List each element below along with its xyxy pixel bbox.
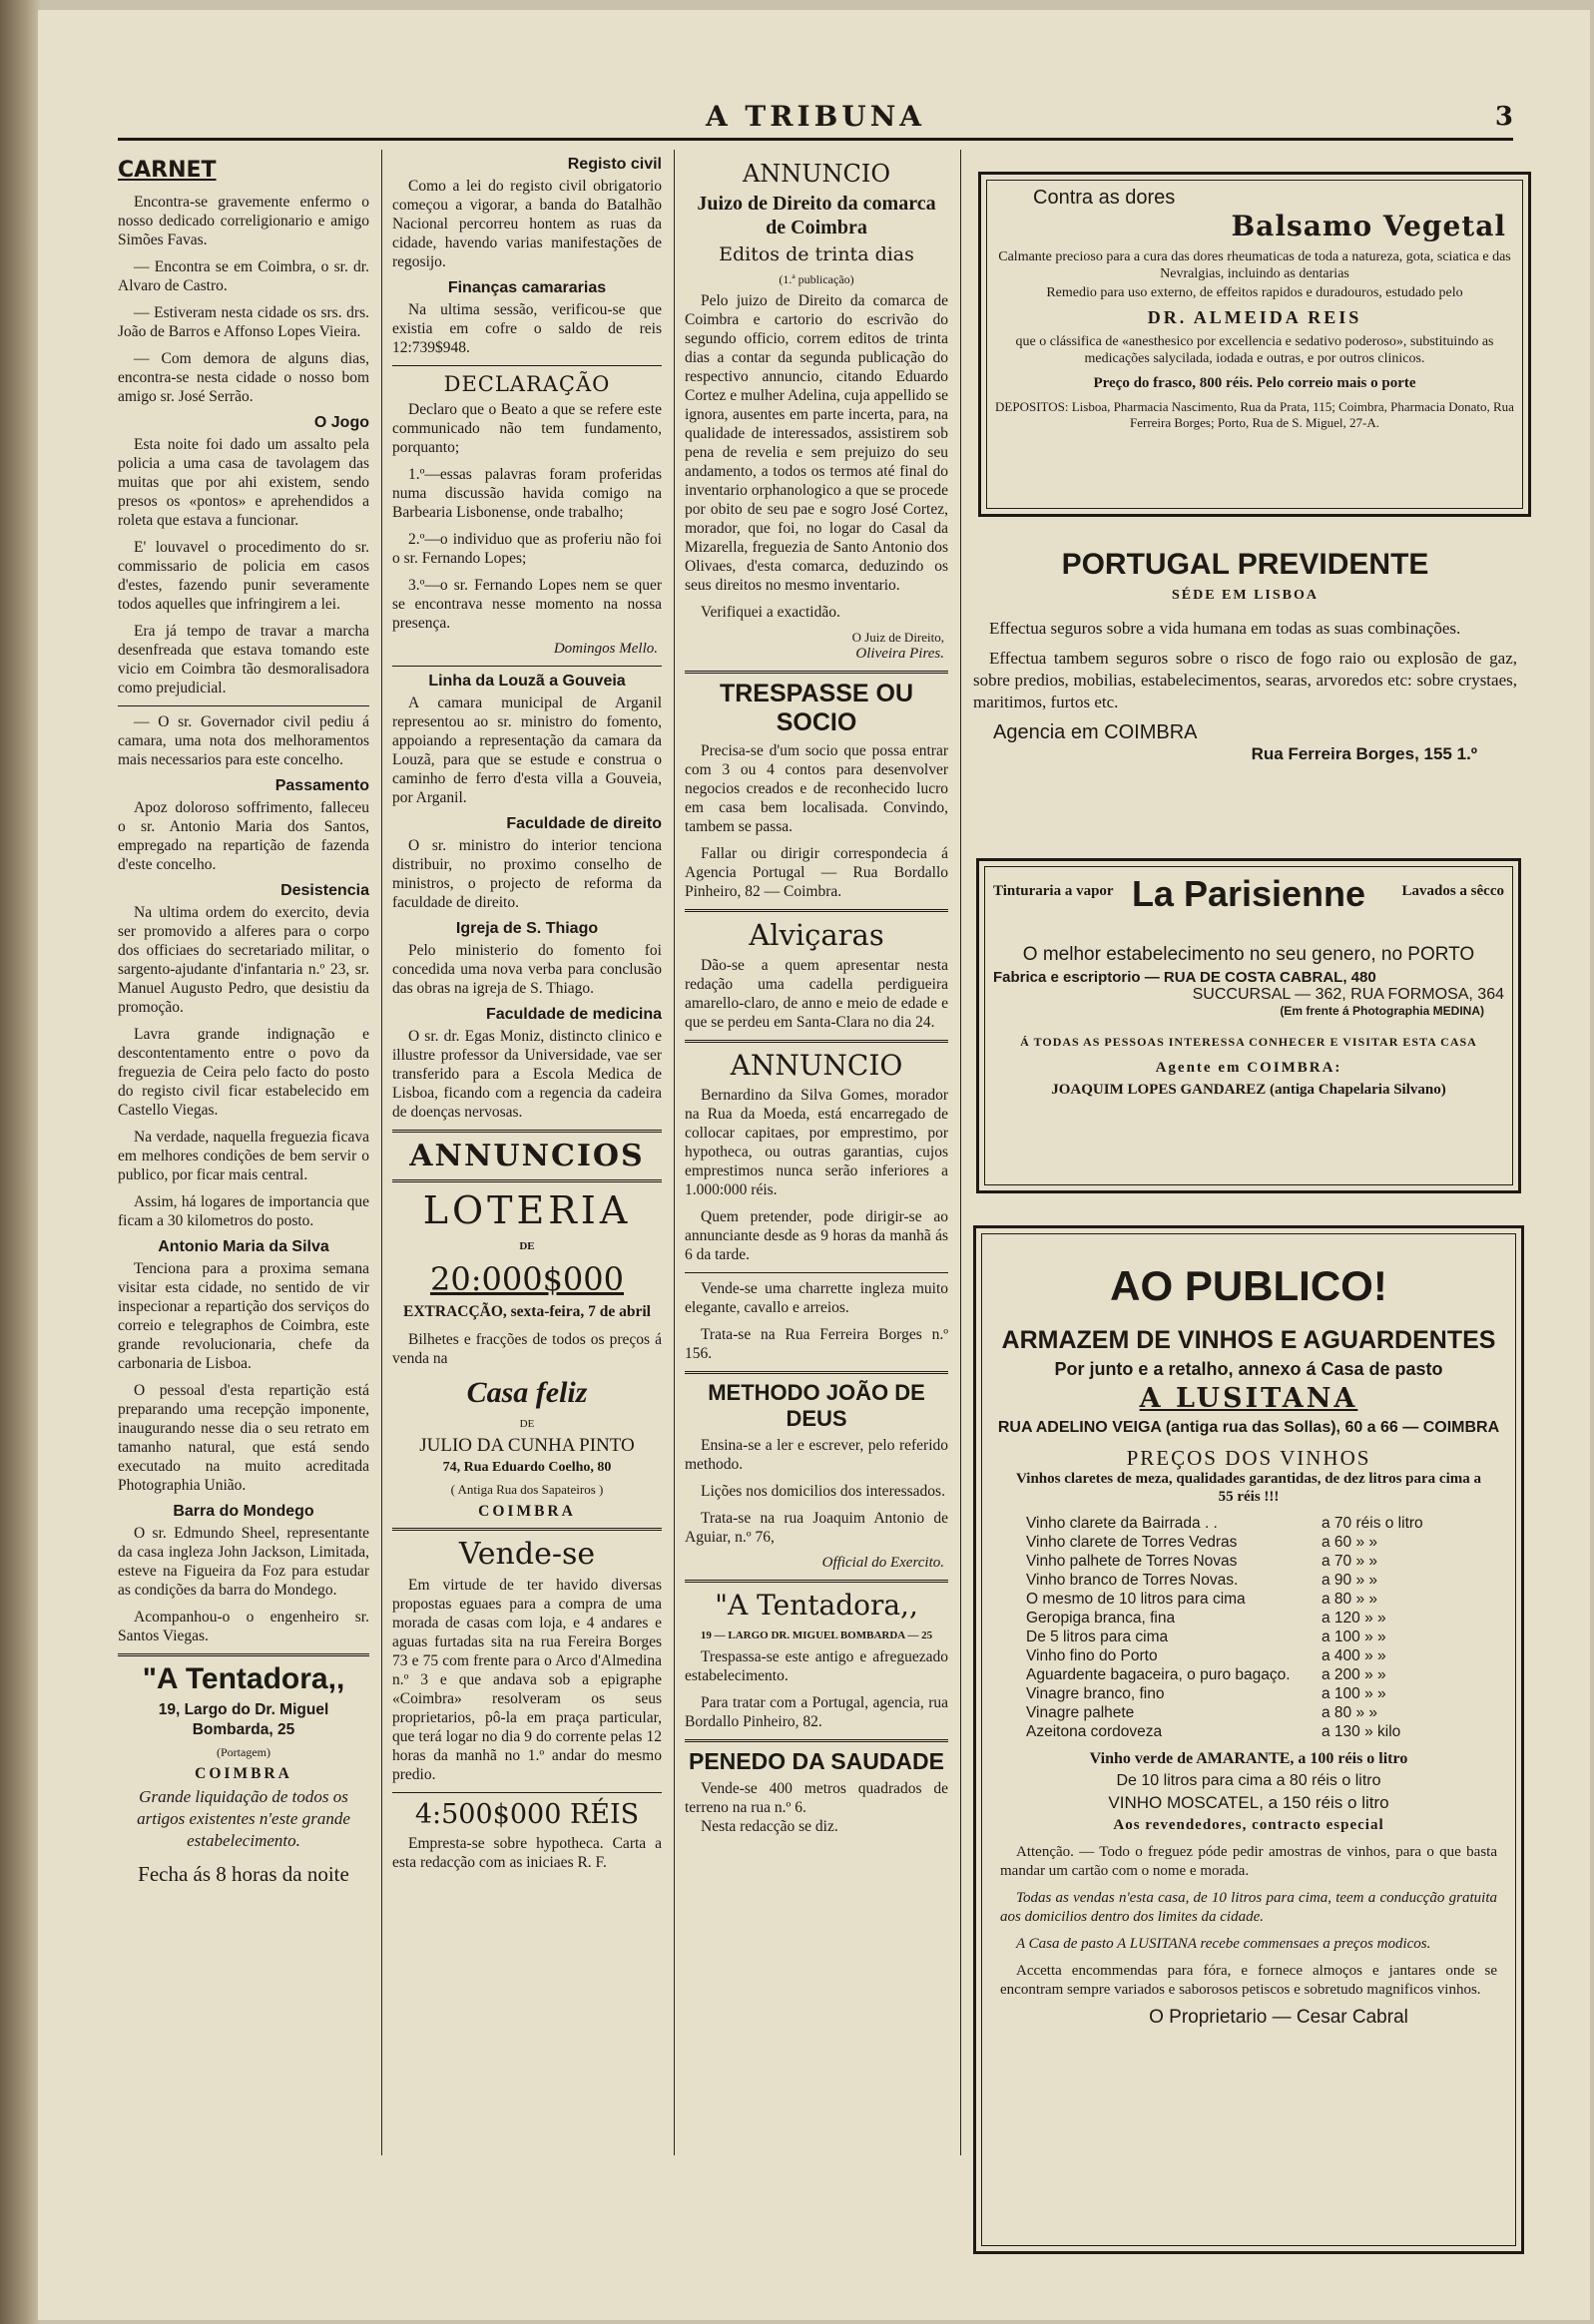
casa-feliz-title: Casa feliz: [466, 1376, 588, 1409]
column-divider: [960, 150, 961, 2155]
wine-price: a 120 » »: [1322, 1610, 1386, 1627]
loteria-bilhetes: Bilhetes e fracções de todos os preços á venda na: [392, 1331, 662, 1367]
metodo-paragraph: Ensina-se a ler e escrever, pelo referido methodo.: [685, 1437, 948, 1473]
juizo-heading: Juizo de Direito da comarca de Coimbra: [697, 193, 936, 238]
previdente-paragraph: Effectua tambem seguros sobre o risco de fogo raio ou explosão de gaz, sobre predios, mobilias, estabelecimentos, searas, arvoredos etc: sobre crystaes, maritimos, furtos etc.: [973, 649, 1517, 711]
alvicaras-paragraph: Dão-se a quem apresentar nesta redação uma cadella perdigueira amarello-claro, de anno e meio de edade e que se perdeu em Santa-Clara no dia 24.: [685, 957, 948, 1031]
metodo-signature: Official do Exercito.: [821, 1555, 944, 1571]
publico-verde: Vinho verde de AMARANTE, a 100 réis o litro: [1089, 1750, 1408, 1767]
balsamo-ad: [978, 172, 1531, 517]
wine-price: a 70 » »: [1322, 1553, 1378, 1570]
tentadora-ad-name: "A Tentadora,,: [142, 1662, 345, 1695]
balsamo-doctor: DR. ALMEIDA REIS: [1147, 307, 1362, 327]
penedo-paragraph: Nesta redacção se diz.: [701, 1818, 838, 1835]
wine-price: a 100 » »: [1322, 1685, 1386, 1702]
direito-paragraph: O sr. ministro do interior tenciona distribuir, no proximo conselho de ministros, o projecto de reforma da faculdade de direito.: [392, 837, 662, 911]
passamento-heading: Passamento: [274, 777, 369, 794]
wine-name: Vinho branco de Torres Novas.: [1026, 1572, 1239, 1589]
desistencia-heading: Desistencia: [280, 882, 369, 899]
penedo-paragraph: Vende-se 400 metros quadrados de terreno na rua n.º 6.: [685, 1780, 948, 1816]
parisienne-best: O melhor estabelecimento no seu genero, no PORTO: [1022, 944, 1475, 965]
annuncio2-paragraph: Bernardino da Silva Gomes, morador na Rua da Moeda, está encarregado de collocar capitaes, por emprestimo, por hypotheca, ou outras garantias, cujos emprestimos nunca serão inferiores a 1.000:000 réis.: [685, 1087, 948, 1198]
wine-row: [986, 1703, 1511, 1722]
juiz-name: Oliveira Pires.: [855, 646, 944, 662]
desistencia-paragraph: Na ultima ordem do exercito, devia ser promovido a alferes para o corpo dos officiaes do secretariado militar, o sargento-ajudante d'infantaria n.º 23, sr. Manuel Augusto Pedro, que desistiu da promoção.: [118, 904, 369, 1016]
jogo-paragraph: Era já tempo de travar a marcha desenfreada que estava tomando este vicio em Coimbra tão desmoralisadora como prejudicial.: [118, 623, 369, 697]
thiago-heading: Igreja de S. Thiago: [455, 920, 599, 937]
previdente-sede: SÉDE EM LISBOA: [1171, 588, 1320, 603]
parisienne-agente: Agente em COIMBRA:: [1155, 1060, 1342, 1076]
declaracao-paragraph: Declaro que o Beato a que se refere este communicado não tem fundamento, porquanto;: [392, 401, 662, 456]
carnet-item: — Encontra se em Coimbra, o sr. dr. Alvaro de Castro.: [118, 258, 369, 294]
wine-name: Vinho fino do Porto: [1026, 1647, 1158, 1664]
parisienne-ad: [976, 858, 1521, 1193]
loteria-extraccao: EXTRACÇÃO, sexta-feira, 7 de abril: [403, 1303, 651, 1320]
balsamo-line3: que o clássifica de «anesthesico por excellencia e sedativo poderoso», substituindo as medicações salycilada, iodada e outras, e por outros clinicos.: [1015, 334, 1494, 366]
masthead-title: A TRIBUNA: [705, 100, 926, 133]
annuncio-paragraph: Pelo juizo de Direito da comarca de Coimbra e cartorio do escrivão do segundo officio, correm editos de trinta dias a contar da segunda publicação do respectivo annuncio, citando Eduardo Cortez e mulher Adelina, cuja appellido se ignora, ausentes em parte incerta, para, na qualidade de interessados, assistirem sob pena de revelia e sem prejuizo do seu andamento, a todos os termos até final do inventario orphanologico a que se procede por obito de seu pae e sogro José Cortez, morador, que foi, no logar do Casal da Mizarella, freguezia de Santo Antonio dos Olivaes, d'esta comarca, deduzindo os seus direitos no mesmo inventario.: [685, 292, 948, 594]
balsamo-price: Preço do frasco, 800 réis. Pelo correio mais o porte: [1093, 375, 1416, 391]
casa-city: COIMBRA: [478, 1503, 576, 1520]
metodo-heading: METHODO JOÃO DE DEUS: [708, 1380, 925, 1431]
balsamo-line2: Remedio para uso externo, de effeitos rapidos e duradouros, estudado pelo: [1046, 285, 1463, 300]
declaracao-paragraph: 3.º—o sr. Fernando Lopes nem se quer se encontrava nesse momento na nossa presença.: [392, 577, 662, 632]
charrette-paragraph: Vende-se uma charrette ingleza muito elegante, cavallo e arreios.: [685, 1280, 948, 1316]
vende-paragraph: Em virtude de ter havido diversas propostas eguaes para a compra de uma morada de casas com loja, e 4 andares e aguas furtadas sita na rua Fereira Borges 73 e 75 com frente para o Arco d'Almedina n.º 3 e que andava sob a epigraphe «Coimbra» resolveram os seus proprietarios, pô-la em praça particular, que terá logar no dia 9 do corrente pelas 12 horas da manhã no 1.º andar do mesmo predio.: [392, 1577, 662, 1783]
publico-verde2: De 10 litros para cima a 80 réis o litro: [1116, 1772, 1381, 1789]
wine-name: Vinho palhete de Torres Novas: [1026, 1553, 1238, 1570]
wine-price: a 400 » »: [1322, 1647, 1386, 1664]
previdente-paragraph: Effectua seguros sobre a vida humana em todas as suas combinações.: [989, 619, 1461, 638]
mondego-paragraph: Acompanhou-o o engenheiro sr. Santos Viegas.: [118, 1609, 369, 1644]
wine-price: a 60 » »: [1322, 1534, 1378, 1551]
wine-row: [986, 1609, 1511, 1627]
metodo-paragraph: Trata-se na rua Joaquim Antonio de Aguiar, n.º 76,: [685, 1510, 948, 1546]
mondego-heading: Barra do Mondego: [173, 1503, 314, 1520]
publico-ad: [973, 1225, 1524, 2254]
publico-lusitana: A LUSITANA: [1139, 1383, 1358, 1414]
divider: [392, 365, 662, 366]
publico-moscatel: VINHO MOSCATEL, a 150 réis o litro: [1108, 1793, 1389, 1812]
tentadora-paragraph: Trespassa-se este antigo e afreguezado estabelecimento.: [685, 1648, 948, 1684]
casa-de: DE: [519, 1418, 535, 1430]
passamento-paragraph: Apoz doloroso soffrimento, falleceu o sr. Antonio Maria dos Santos, empregado na repartição de fazenda d'este concelho.: [118, 799, 369, 873]
direito-heading: Faculdade de direito: [506, 815, 662, 832]
balsamo-depositos: DEPOSITOS: Lisboa, Pharmacia Nascimento, Rua da Prata, 115; Coimbra, Pharmacia Donato, Rua Ferreira Borges; Porto, Rua de S. Miguel, 27-A.: [995, 399, 1514, 430]
annuncio2-heading: ANNUNCIO: [730, 1049, 903, 1082]
reis-heading: 4:500$000 RÉIS: [414, 1799, 640, 1830]
wine-row: [986, 1684, 1511, 1703]
divider: [392, 1792, 662, 1793]
declaracao-paragraph: 2.º—o individuo que as proferiu não foi o sr. Fernando Lopes;: [392, 531, 662, 567]
balsamo-top: Contra as dores: [1033, 187, 1176, 209]
medicina-heading: Faculdade de medicina: [485, 1006, 662, 1023]
wine-price: a 100 » »: [1322, 1628, 1386, 1645]
trespasse-paragraph: Fallar ou dirigir correspondecia á Agencia Portugal — Rua Bordallo Pinheiro, 82 — Coimbra.: [685, 845, 948, 900]
wine-price: a 130 » kilo: [1322, 1723, 1401, 1740]
declaracao-signature: Domingos Mello.: [553, 641, 658, 657]
carnet-title: CARNET: [118, 158, 217, 183]
wine-row: [986, 1665, 1511, 1684]
divider: [685, 1739, 948, 1742]
tentadora-ad-sub: (Portagem): [217, 1745, 270, 1759]
casa-owner: JULIO DA CUNHA PINTO: [419, 1435, 635, 1456]
registo-paragraph: Como a lei do registo civil obrigatorio começou a vigorar, a banda do Batalhão Nacional percorreu hontem as ruas da cidade, havendo varias manifestações de regosijo.: [392, 178, 662, 270]
balsamo-name: Balsamo Vegetal: [1231, 210, 1506, 242]
page-number: 3: [1494, 102, 1513, 132]
tentadora-paragraph: Para tratar com a Portugal, agencia, rua Bordallo Pinheiro, 82.: [685, 1694, 948, 1730]
loteria-prize: 20:000$000: [429, 1260, 624, 1298]
annuncio-heading: ANNUNCIO: [742, 160, 891, 188]
vende-heading: Vende-se: [458, 1537, 596, 1572]
tentadora-ad-liquidation: Grande liquidação de todos os artigos existentes n'este grande estabelecimento.: [137, 1787, 350, 1850]
wine-name: Vinho clarete de Torres Vedras: [1026, 1534, 1238, 1551]
previdente-ad: [973, 544, 1517, 764]
loteria-title: LOTERIA: [422, 1188, 632, 1232]
tentadora-name: "A Tentadora,,: [715, 1589, 918, 1622]
casa-address-old: ( Antiga Rua dos Sapateiros ): [450, 1482, 604, 1497]
penedo-heading: PENEDO DA SAUDADE: [688, 1748, 944, 1774]
desistencia-paragraph: Assim, há logares de importancia que ficam a 30 kilometros do posto.: [118, 1193, 369, 1229]
parisienne-left: Tinturaria a vapor: [993, 883, 1114, 899]
amsilva-paragraph: O pessoal d'esta repartição está preparando uma recepção imponente, inaugurando nesse dia o seu retrato em tamanho natural, que está sendo executado na muito acreditada Photographia União.: [118, 1382, 369, 1494]
wine-price: a 90 » »: [1322, 1572, 1378, 1589]
wine-name: Aguardente bagaceira, o puro bagaço.: [1026, 1666, 1291, 1683]
parisienne-agente-name: JOAQUIM LOPES GANDAREZ (antiga Chapelaria Silvano): [1051, 1082, 1446, 1098]
wine-row: [986, 1722, 1511, 1741]
parisienne-todas: Á TODAS AS PESSOAS INTERESSA CONHECER E VISITAR ESTA CASA: [1020, 1035, 1477, 1049]
publico-claretes: Vinhos claretes de meza, qualidades garantidas, de dez litros para cima a 55 réis !!!: [1016, 1471, 1481, 1505]
declaracao-heading: DECLARAÇÃO: [443, 372, 611, 396]
previdente-title: PORTUGAL PREVIDENTE: [1061, 548, 1429, 581]
parisienne-frente: (Em frente á Photographia MEDINA): [1280, 1004, 1484, 1018]
wine-row: [986, 1646, 1511, 1665]
financas-heading: Finanças camararias: [447, 279, 607, 296]
publico-precos: PREÇOS DOS VINHOS: [1126, 1446, 1371, 1470]
wine-list: [986, 1514, 1511, 1741]
divider: [392, 1179, 662, 1182]
editos-heading: Editos de trinta dias: [719, 243, 914, 265]
jogo-paragraph: E' louvavel o procedimento do sr. commissario de policia em casos d'estes, fazendo punir severamente todos aquelles que infringirem a lei.: [118, 539, 369, 613]
wine-row: [986, 1571, 1511, 1590]
page-spine: [0, 0, 42, 2324]
divider: [685, 1272, 948, 1273]
publico-junto: Por junto e a retalho, annexo á Casa de pasto: [1054, 1359, 1443, 1379]
divider: [392, 666, 662, 667]
tentadora-ad-hours: Fecha ás 8 horas da noite: [138, 1862, 349, 1886]
column-1: [118, 150, 369, 1886]
medicina-paragraph: O sr. dr. Egas Moniz, distincto clinico e illustre professor da Universidade, vae ser transferido para a Escola Medica de Lisboa, ficando com a regencia da cadeira de doenças nervosas.: [392, 1028, 662, 1121]
jogo-heading: O Jogo: [313, 414, 369, 431]
page-header: [118, 98, 1513, 134]
header-rule: [118, 138, 1513, 141]
annuncio2-paragraph: Quem pretender, pode dirigir-se ao annunciante desde as 9 horas da manhã ás 6 da tarde.: [685, 1208, 948, 1263]
divider: [392, 1528, 662, 1531]
verifiquei-line: Verifiquei a exactidão.: [701, 604, 840, 621]
divider: [392, 1130, 662, 1133]
registo-heading: Registo civil: [567, 156, 662, 173]
wine-row: [986, 1590, 1511, 1609]
tentadora-ad-city: COIMBRA: [195, 1765, 292, 1782]
divider: [685, 671, 948, 674]
tentadora-address: 19 — LARGO DR. MIGUEL BOMBARDA — 25: [700, 1629, 933, 1641]
previdente-agencia: Agencia em COIMBRA: [993, 721, 1198, 743]
column-3: [685, 150, 948, 1844]
parisienne-fabrica: Fabrica e escriptorio — RUA DE COSTA CABRAL, 480: [993, 969, 1376, 986]
carnet-item: Encontra-se gravemente enfermo o nosso dedicado correligionario e amigo Simões Favas.: [118, 194, 369, 248]
wine-row: [986, 1533, 1511, 1552]
publico-rua: RUA ADELINO VEIGA (antiga rua das Sollas), 60 a 66 — COIMBRA: [997, 1419, 1500, 1436]
jogo-paragraph: Esta noite foi dado um assalto pela policia a uma casa de tavolagem das muitas que por ahi existem, sendo presos os «pontos» e aprehendidos a roleta que estava a funcionar.: [118, 436, 369, 529]
wine-row: [986, 1552, 1511, 1571]
financas-paragraph: Na ultima sessão, verificou-se que existia em cofre o saldo de reis 12:739$948.: [392, 301, 662, 356]
parisienne-succursal: SUCCURSAL — 362, RUA FORMOSA, 364: [1192, 986, 1504, 1003]
alvicaras-heading: Alviçaras: [749, 918, 884, 952]
governador-paragraph: — O sr. Governador civil pediu á camara, uma nota dos melhoramentos mais necessarios para este concelho.: [118, 713, 369, 768]
mondego-paragraph: O sr. Edmundo Sheel, representante da casa ingleza John Jackson, Limitada, esteve na Figueira da Foz para estudar as condições da barra do Mondego.: [118, 1525, 369, 1599]
reis-paragraph: Empresta-se sobre hypotheca. Carta a esta redacção com as iniciaes R. F.: [392, 1835, 662, 1871]
wine-name: Vinagre palhete: [1026, 1704, 1135, 1721]
previdente-rua: Rua Ferreira Borges, 155 1.º: [1251, 744, 1477, 763]
publico-accetta: Accetta encommendas para fóra, e fornece almoços e jantares onde se encontram sempre variados e saborosos petiscos e sobretudo magnificos vinhos.: [1000, 1963, 1497, 1998]
column-divider: [674, 150, 675, 2155]
column-divider: [381, 150, 382, 2155]
publico-todas: Todas as vendas n'esta casa, de 10 litros para cima, teem a conducção gratuita aos domicilios dentro dos limites da cidade.: [1000, 1890, 1497, 1925]
metodo-paragraph: Lições nos domicilios dos interessados.: [701, 1483, 945, 1500]
trespasse-heading: TRESPASSE OU SOCIO: [719, 680, 914, 736]
wine-price: a 80 » »: [1322, 1704, 1378, 1721]
amsilva-heading: Antonio Maria da Silva: [158, 1238, 329, 1255]
divider: [118, 705, 369, 706]
publico-armazem: ARMAZEM DE VINHOS E AGUARDENTES: [1001, 1326, 1496, 1354]
wine-price: a 80 » »: [1322, 1591, 1378, 1608]
divider: [685, 909, 948, 912]
publico-proprietario: O Proprietario — Cesar Cabral: [1149, 2007, 1408, 2028]
wine-name: De 5 litros para cima: [1026, 1628, 1169, 1645]
juiz-label: O Juiz de Direito,: [851, 630, 944, 645]
divider: [685, 1580, 948, 1583]
carnet-item: — Estiveram nesta cidade os srs. drs. João de Barros e Affonso Lopes Vieira.: [118, 304, 369, 340]
thiago-paragraph: Pelo ministerio do fomento foi concedida uma nova verba para conclusão das obras na igreja de S. Thiago.: [392, 942, 662, 997]
wine-row: [986, 1514, 1511, 1533]
casa-address: 74, Rua Eduardo Coelho, 80: [442, 1460, 612, 1475]
amsilva-paragraph: Tenciona para a proxima semana visitar esta cidade, no sentido de vir inspecionar a repartição dos serviços do correio e telegraphos de Coimbra, este grande revolucionaria, chefe da carbonaria de Lisboa.: [118, 1260, 369, 1372]
loteria-de: DE: [519, 1240, 535, 1252]
publicacao-note: (1.ª publicação): [779, 272, 854, 286]
desistencia-paragraph: Lavra grande indignação e descontentamento entre o povo da freguezia de Ceira pelo facto do posto do registo civil ficar estabelecido em Castello Viegas.: [118, 1026, 369, 1119]
wine-name: Vinho clarete da Bairrada . .: [1026, 1515, 1218, 1532]
charrette-paragraph: Trata-se na Rua Ferreira Borges n.º 156.: [685, 1326, 948, 1362]
wine-name: Azeitona cordoveza: [1026, 1723, 1163, 1740]
louza-paragraph: A camara municipal de Arganil representou ao sr. ministro do fomento, appoiando a representação da camara da Louzã, para que se estude e construa o caminho de ferro d'esta villa a Gouveia, por Arganil.: [392, 695, 662, 806]
divider: [685, 1371, 948, 1374]
wine-name: Geropiga branca, fina: [1026, 1610, 1176, 1627]
divider: [118, 1653, 369, 1656]
wine-name: O mesmo de 10 litros para cima: [1026, 1591, 1246, 1608]
publico-attencao: Attenção. — Todo o freguez póde pedir amostras de vinhos, para o que basta mandar um cartão com o nome e morada.: [1000, 1844, 1497, 1879]
wine-name: Vinagre branco, fino: [1026, 1685, 1165, 1702]
louza-heading: Linha da Louzã a Gouveia: [428, 673, 626, 690]
annuncios-heading: ANNUNCIOS: [409, 1139, 645, 1173]
wine-price: a 200 » »: [1322, 1666, 1386, 1683]
publico-title: AO PUBLICO!: [1110, 1262, 1387, 1309]
publico-revendedores: Aos revendedores, contracto especial: [1113, 1817, 1384, 1833]
wine-price: a 70 réis o litro: [1322, 1515, 1423, 1532]
balsamo-line1: Calmante precioso para a cura das dores rheumaticas de toda a natureza, gota, sciatica e das Nevralgias, incluindo as dentarias: [998, 249, 1511, 281]
trespasse-paragraph: Precisa-se d'um socio que possa entrar com 3 ou 4 contos para desenvolver negocios creados e de reconhecido lucro em casa bem localisada. Convindo, tambem se passa.: [685, 742, 948, 835]
divider: [685, 1040, 948, 1043]
desistencia-paragraph: Na verdade, naquella freguezia ficava em melhores condições de bem servir o publico, por ficar mais central.: [118, 1129, 369, 1183]
declaracao-paragraph: 1.º—essas palavras foram proferidas numa discussão havida comigo na Barbearia Lisbonense, onde trabalho;: [392, 466, 662, 521]
publico-casa: A Casa de pasto A LUSITANA recebe commensaes a preços modicos.: [1016, 1936, 1431, 1952]
parisienne-right: Lavados a sêcco: [1401, 883, 1504, 899]
carnet-item: — Com demora de alguns dias, encontra-se nesta cidade o nosso bom amigo sr. José Serrão.: [118, 350, 369, 405]
column-2: [392, 150, 662, 1880]
wine-row: [986, 1627, 1511, 1646]
tentadora-ad-address: 19, Largo do Dr. Miguel Bombarda, 25: [158, 1701, 329, 1738]
parisienne-name: La Parisienne: [1131, 873, 1366, 914]
